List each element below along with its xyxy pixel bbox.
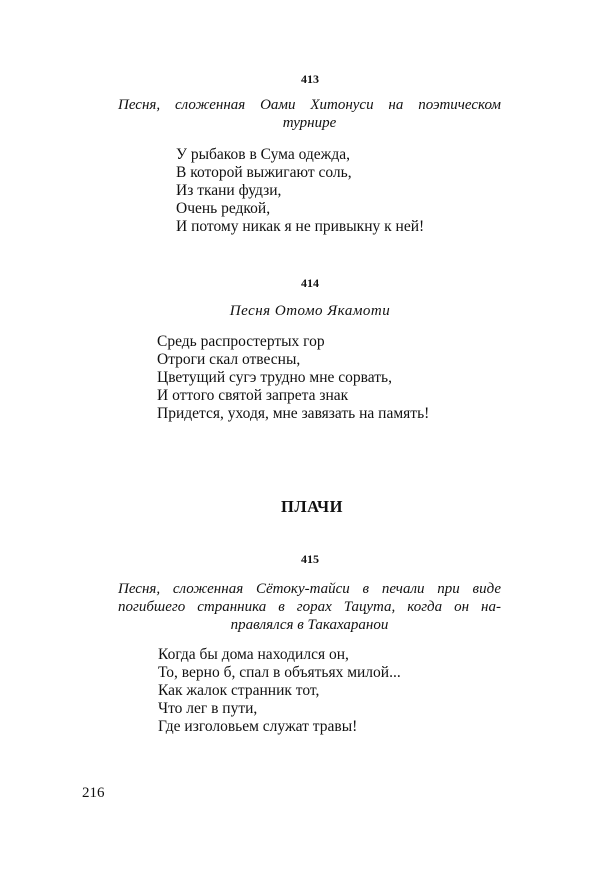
poem-line: Придется, уходя, мне завязать на память! [157,405,430,422]
poem-line: Средь распростертых гор [157,333,325,350]
poem-line: Что лег в пути, [158,700,258,717]
poem-line: Отроги скал отвесны, [157,351,301,368]
poem-line: Когда бы дома находился он, [158,646,349,663]
poem-line: То, верно б, спал в объятьях милой... [158,664,401,681]
caption-line: Песня Отомо Якамоти [229,303,391,319]
poem-caption-415 [118,580,501,634]
poem-caption-414 [0,302,600,320]
poem-line: И оттого святой запрета знак [157,387,349,404]
poem-number-414: 414 [301,276,319,290]
caption-line: правлялся в Такахаранои [230,617,389,633]
caption-line: погибшего странника в горах Тацута, когда он на- [118,599,501,615]
poem-line: Цветущий сугэ трудно мне сорвать, [157,369,392,386]
page-number: 216 [82,785,105,801]
poem-line: Из ткани фудзи, [176,182,282,199]
poem-line: У рыбаков в Сума одежда, [176,146,351,163]
poem-number-413: 413 [301,72,319,86]
poem-line: И потому никак я не привыкну к ней! [176,218,425,235]
poem-number-415: 415 [301,552,319,566]
poem-line: Очень редкой, [176,200,271,217]
poem-line: Как жалок странник тот, [158,682,320,699]
caption-line: Песня, сложенная Оами Хитонуси на поэтическом [118,97,501,113]
caption-line: Песня, сложенная Сётоку-тайси в печали при виде [118,581,501,597]
poem-line: Где изголовьем служат травы! [158,718,358,735]
poem-caption-413 [118,96,501,132]
caption-line: турнире [282,115,337,131]
poem-text-413 [176,146,424,236]
section-heading: ПЛАЧИ [281,497,343,516]
poem-text-414 [157,333,429,423]
poem-line: В которой выжигают соль, [176,164,352,181]
poem-text-415 [158,646,401,736]
